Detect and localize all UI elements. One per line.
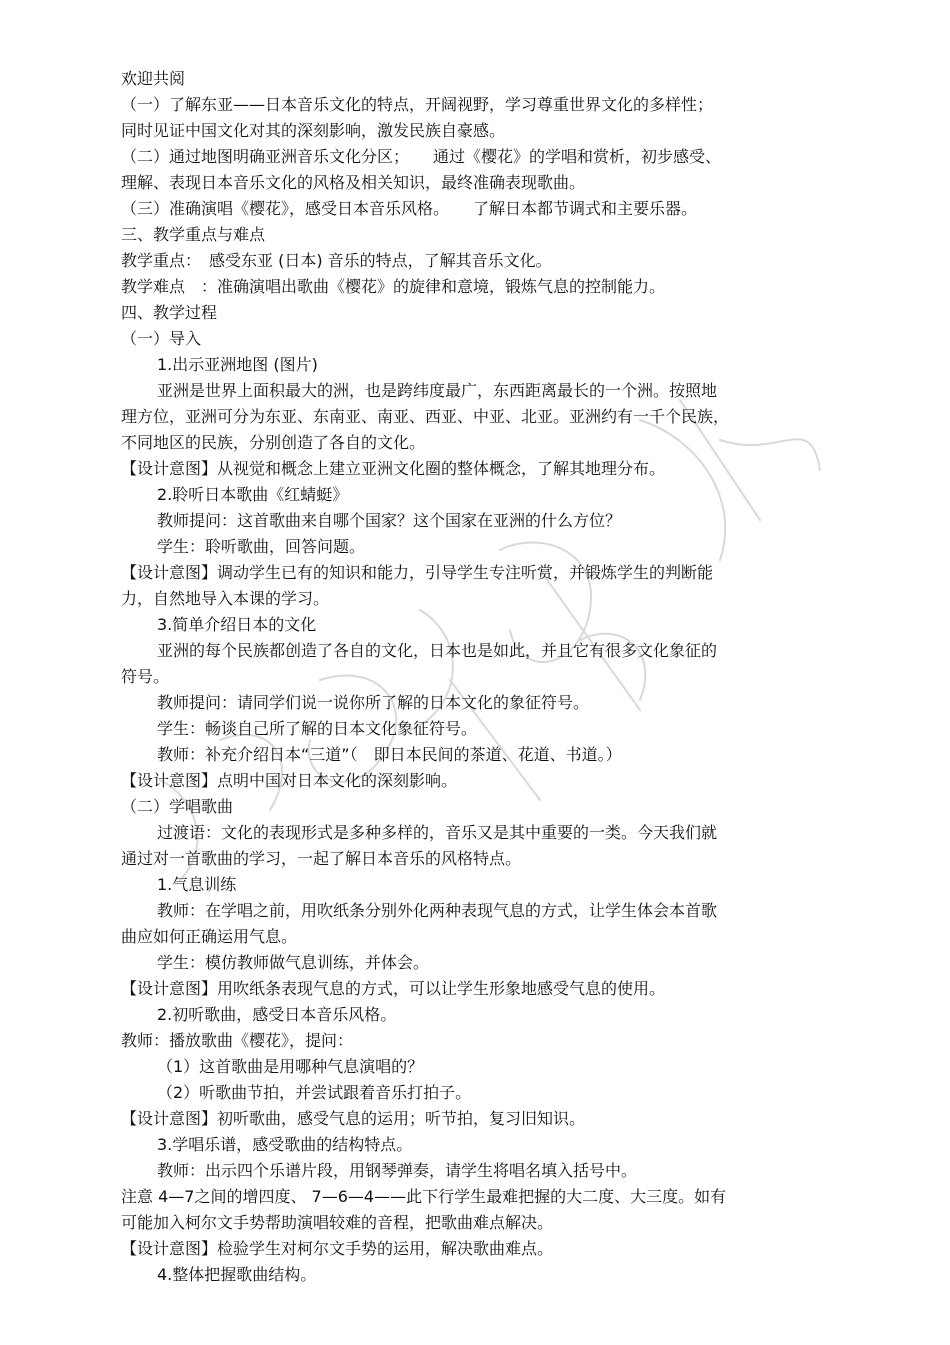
text-line: （一）导入 [121,329,202,348]
text-line: 教学重点： 感受东亚 (日本) 音乐的特点，了解其音乐文化。 [121,251,552,270]
text-line: 三、教学重点与难点 [121,225,266,244]
text-line: 3.学唱乐谱，感受歌曲的结构特点。 [157,1135,413,1154]
text-line: 【设计意图】点明中国对日本文化的深刻影响。 [121,771,458,790]
text-line: 教师：补充介绍日本“三道”（ 即日本民间的茶道、花道、书道。） [157,745,622,764]
text-line: 符号。 [121,667,170,686]
document-lines [121,92,801,1288]
text-line: 1.出示亚洲地图 (图片) [157,355,318,374]
text-line: 理解、表现日本音乐文化的风格及相关知识，最终准确表现歌曲。 [121,173,586,192]
text-line: 教师提问：请同学们说一说你所了解的日本文化的象征符号。 [157,693,590,712]
text-line: 学生：聆听歌曲，回答问题。 [157,537,366,556]
text-line: 3.简单介绍日本的文化 [157,615,317,634]
text-line: 教学难点 ：准确演唱出歌曲《樱花》的旋律和意境，锻炼气息的控制能力。 [121,277,666,296]
text-line: 2.聆听日本歌曲《红蜻蜓》 [157,485,349,504]
text-line: （三）准确演唱《樱花》，感受日本音乐风格。 了解日本都节调式和主要乐器。 [121,199,698,218]
text-line: 【设计意图】从视觉和概念上建立亚洲文化圈的整体概念，了解其地理分布。 [121,459,666,478]
text-line: （二）学唱歌曲 [121,797,234,816]
text-line: 亚洲的每个民族都创造了各自的文化，日本也是如此，并且它有很多文化象征的 [157,641,718,660]
text-line: （二）通过地图明确亚洲音乐文化分区； 通过《樱花》的学唱和赏析，初步感受、 [121,147,722,166]
document-body [121,66,801,1288]
text-line: 学生：模仿教师做气息训练，并体会。 [157,953,430,972]
text-line: 教师：在学唱之前，用吹纸条分别外化两种表现气息的方式，让学生体会本首歌 [157,901,718,920]
text-line: 【设计意图】调动学生已有的知识和能力，引导学生专注听赏，并锻炼学生的判断能 [121,563,714,582]
text-line: 1.气息训练 [157,875,237,894]
text-line: 注意 4—7之间的增四度、 7—6—4——此下行学生最难把握的大二度、大三度。如有 [121,1187,727,1206]
text-line: 4.整体把握歌曲结构。 [157,1265,317,1284]
text-line: 教师提问：这首歌曲来自哪个国家？这个国家在亚洲的什么方位？ [157,511,622,530]
text-line: 教师：播放歌曲《樱花》，提问： [121,1031,354,1050]
text-line: 【设计意图】初听歌曲，感受气息的运用；听节拍，复习旧知识。 [121,1109,586,1128]
text-line: 学生：畅谈自己所了解的日本文化象征符号。 [157,719,478,738]
text-line: 教师：出示四个乐谱片段，用钢琴弹奏，请学生将唱名填入括号中。 [157,1161,638,1180]
text-line: 同时见证中国文化对其的深刻影响，激发民族自豪感。 [121,121,506,140]
text-line: 2.初听歌曲，感受日本音乐风格。 [157,1005,397,1024]
text-line: 亚洲是世界上面积最大的洲，也是跨纬度最广，东西距离最长的一个洲。按照地 [157,381,718,400]
text-line: 不同地区的民族，分别创造了各自的文化。 [121,433,426,452]
text-line: （一）了解东亚——日本音乐文化的特点，开阔视野，学习尊重世界文化的多样性； [121,95,714,114]
text-line: 曲应如何正确运用气息。 [121,927,298,946]
text-line: 四、教学过程 [121,303,218,322]
text-line: 【设计意图】用吹纸条表现气息的方式，可以让学生形象地感受气息的使用。 [121,979,666,998]
text-line: 力，自然地导入本课的学习。 [121,589,330,608]
text-line: 可能加入柯尔文手势帮助演唱较难的音程，把歌曲难点解决。 [121,1213,554,1232]
text-line: 理方位，亚洲可分为东亚、东南亚、南亚、西亚、中亚、北亚。亚洲约有一千个民族， [121,407,730,426]
text-line: 【设计意图】检验学生对柯尔文手势的运用，解决歌曲难点。 [121,1239,554,1258]
text-line: （2）听歌曲节拍，并尝试跟着音乐打拍子。 [157,1083,472,1102]
document-header: 欢迎共阅 [121,69,186,88]
text-line: （1）这首歌曲是用哪种气息演唱的？ [157,1057,424,1076]
text-line: 过渡语：文化的表现形式是多种多样的，音乐又是其中重要的一类。今天我们就 [157,823,718,842]
text-line: 通过对一首歌曲的学习，一起了解日本音乐的风格特点。 [121,849,522,868]
